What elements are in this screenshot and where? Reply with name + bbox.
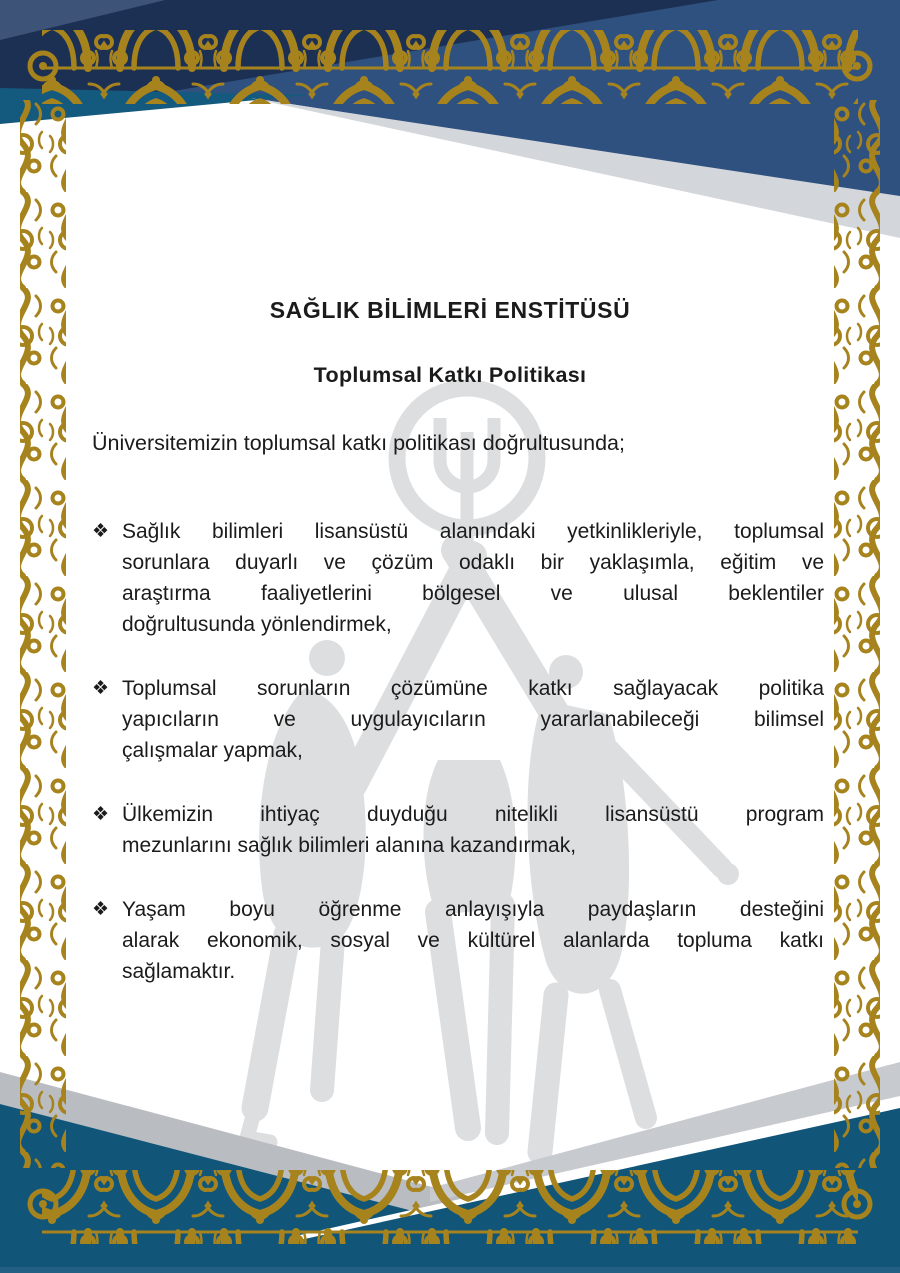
- bullet-line: araştırma faaliyetlerini bölgesel ve ulusal beklentiler: [122, 582, 824, 605]
- bullet-line: yapıcıların ve uygulayıcıların yararlanabileceği bilimsel: [122, 708, 824, 731]
- bullet-line: Ülkemizin ihtiyaç duyduğu nitelikli lisansüstü program: [122, 803, 824, 826]
- list-item: [92, 516, 824, 640]
- bullet-line: çalışmalar yapmak,: [122, 739, 303, 762]
- bullet-line: sağlamaktır.: [122, 960, 236, 983]
- bullet-line: mezunlarını sağlık bilimleri alanına kazandırmak,: [122, 834, 577, 857]
- bullet-line: sorunlara duyarlı ve çözüm odaklı bir yaklaşımla, eğitim ve: [122, 551, 824, 574]
- diamond-bullet-icon: ❖: [92, 804, 110, 825]
- bullet-line: Toplumsal sorunların çözümüne katkı sağlayacak politika: [122, 677, 824, 700]
- diamond-bullet-icon: ❖: [92, 899, 110, 920]
- bullet-text: [122, 799, 824, 861]
- intro-line: Üniversitemizin toplumsal katkı politikası doğrultusunda;: [92, 431, 625, 455]
- policy-bullet-list: [92, 516, 824, 987]
- bullet-line: Sağlık bilimleri lisansüstü alanındaki yetkinlikleriyle, toplumsal: [122, 520, 824, 543]
- diamond-bullet-icon: ❖: [92, 521, 110, 542]
- page-title: SAĞLIK BİLİMLERİ ENSTİTÜSÜ: [269, 297, 631, 323]
- bullet-text: [122, 673, 824, 766]
- bullet-line: alarak ekonomik, sosyal ve kültürel alanlarda topluma katkı: [122, 929, 824, 952]
- page-subtitle: Toplumsal Katkı Politikası: [313, 363, 587, 387]
- bullet-text: [122, 894, 824, 987]
- diamond-bullet-icon: ❖: [92, 678, 110, 699]
- list-item: [92, 799, 824, 861]
- list-item: [92, 894, 824, 987]
- bullet-text: [122, 516, 824, 640]
- bullet-line: Yaşam boyu öğrenme anlayışıyla paydaşların desteğini: [122, 898, 824, 921]
- bullet-line: doğrultusunda yönlendirmek,: [122, 613, 392, 636]
- list-item: [92, 673, 824, 766]
